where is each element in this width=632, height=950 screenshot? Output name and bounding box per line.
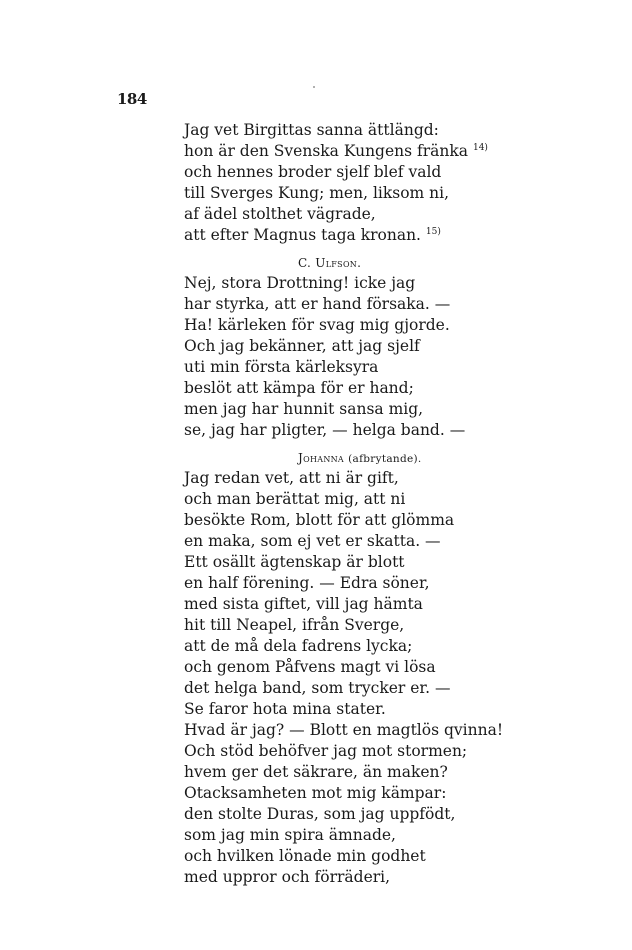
verse-line xyxy=(184,867,503,888)
speaker-name: Johanna xyxy=(298,451,345,465)
verse-line xyxy=(184,204,488,225)
verse-line xyxy=(184,741,503,762)
speaker-johanna xyxy=(298,451,422,465)
verse-line xyxy=(184,552,503,573)
verse-line xyxy=(184,531,503,552)
verse-line-text: Nej, stora Drottning! icke jag xyxy=(184,274,416,292)
verse-line-text: Otacksamheten mot mig kämpar: xyxy=(184,784,447,802)
verse-line xyxy=(184,120,488,141)
verse-line-text: med sista giftet, vill jag hämta xyxy=(184,595,423,613)
verse-line-text: Och jag bekänner, att jag sjelf xyxy=(184,337,420,355)
verse-line-text: men jag har hunnit sansa mig, xyxy=(184,400,424,418)
verse-line xyxy=(184,825,503,846)
verse-line-text: besökte Rom, blott för att glömma xyxy=(184,511,455,529)
verse-line xyxy=(184,846,503,867)
verse-line-text: Ha! kärleken för svag mig gjorde. xyxy=(184,316,450,334)
verse-line xyxy=(184,594,503,615)
verse-line-text: Jag redan vet, att ni är gift, xyxy=(184,469,399,487)
page-speck xyxy=(313,86,315,88)
verse-line xyxy=(184,378,465,399)
verse-line-text: hon är den Svenska Kungens fränka xyxy=(184,142,469,160)
verse-line xyxy=(184,489,503,510)
verse-line-text: som jag min spira ämnade, xyxy=(184,826,396,844)
verse-line-text: se, jag har pligter, — helga band. — xyxy=(184,421,466,439)
verse-line-text: uti min första kärleksyra xyxy=(184,358,379,376)
stage-direction: (afbrytande). xyxy=(348,453,422,465)
verse-line-text: till Sverges Kung; men, liksom ni, xyxy=(184,184,450,202)
verse-line xyxy=(184,273,465,294)
verse-line xyxy=(184,699,503,720)
verse-line xyxy=(184,183,488,204)
verse-line xyxy=(184,510,503,531)
verse-line xyxy=(184,336,465,357)
verse-line xyxy=(184,420,465,441)
verse-line xyxy=(184,141,488,162)
verse-line-text: och hvilken lönade min godhet xyxy=(184,847,426,865)
page-number: 184 xyxy=(117,90,147,108)
verse-line xyxy=(184,399,465,420)
speaker-name: C. Ulfson. xyxy=(298,256,362,270)
speaker-ulfson xyxy=(298,256,361,270)
verse-line-text: en maka, som ej vet er skatta. — xyxy=(184,532,441,550)
verse-line-text: och genom Påfvens magt vi lösa xyxy=(184,658,436,676)
verse-line-text: beslöt att kämpa för er hand; xyxy=(184,379,414,397)
verse-line-text: hit till Neapel, ifrån Sverge, xyxy=(184,616,405,634)
verse-line xyxy=(184,657,503,678)
verse-line xyxy=(184,720,503,741)
footnote-marker: 14) xyxy=(472,142,488,153)
verse-line-text: den stolte Duras, som jag uppfödt, xyxy=(184,805,456,823)
verse-line xyxy=(184,615,503,636)
verse-line xyxy=(184,678,503,699)
verse-line xyxy=(184,225,488,246)
verse-stanza-1 xyxy=(184,120,488,246)
verse-line xyxy=(184,573,503,594)
verse-line-text: af ädel stolthet vägrade, xyxy=(184,205,376,223)
verse-line xyxy=(184,468,503,489)
verse-line-text: hvem ger det säkrare, än maken? xyxy=(184,763,448,781)
verse-line xyxy=(184,294,465,315)
verse-line-text: Ett osällt ägtenskap är blott xyxy=(184,553,405,571)
verse-line-text: Och stöd behöfver jag mot stormen; xyxy=(184,742,468,760)
verse-line-text: att efter Magnus taga kronan. xyxy=(184,226,421,244)
verse-line-text: och man berättat mig, att ni xyxy=(184,490,406,508)
verse-line-text: en half förening. — Edra söner, xyxy=(184,574,430,592)
verse-line xyxy=(184,357,465,378)
footnote-marker: 15) xyxy=(425,226,441,237)
verse-line xyxy=(184,162,488,183)
verse-line-text: det helga band, som trycker er. — xyxy=(184,679,451,697)
verse-stanza-2 xyxy=(184,273,465,441)
verse-line-text: Se faror hota mina stater. xyxy=(184,700,386,718)
verse-line-text: har styrka, att er hand försaka. — xyxy=(184,295,451,313)
verse-line-text: med uppror och förräderi, xyxy=(184,868,391,886)
verse-line-text: och hennes broder sjelf blef vald xyxy=(184,163,442,181)
verse-line-text: att de må dela fadrens lycka; xyxy=(184,637,413,655)
verse-line xyxy=(184,762,503,783)
verse-line xyxy=(184,804,503,825)
verse-line xyxy=(184,315,465,336)
verse-line xyxy=(184,636,503,657)
verse-line xyxy=(184,783,503,804)
verse-stanza-3 xyxy=(184,468,503,888)
verse-line-text: Jag vet Birgittas sanna ättlängd: xyxy=(184,121,439,139)
verse-line-text: Hvad är jag? — Blott en magtlös qvinna! xyxy=(184,721,504,739)
